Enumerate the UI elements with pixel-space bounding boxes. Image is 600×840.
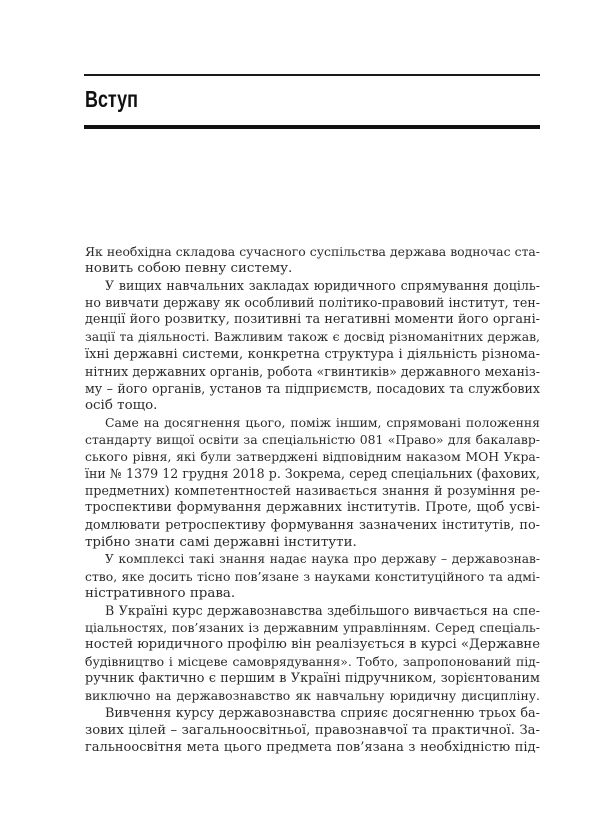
text-line: ство, яке досить тісно пов’язане з науками конституційного та адмі- [85,568,540,584]
body-text [85,243,540,756]
text-line: Вивчення курсу державознавства сприяє досягненню трьох ба- [105,705,540,721]
heading-bottom-rule [84,125,540,129]
text-line: му – його органів, установ та підприємств, посадових та службових [85,380,540,396]
paragraph [85,602,540,705]
text-line: виключно на державознавство як навчальну юридичну дисципліну. [85,688,540,704]
text-line: денції його розвитку, позитивні та негативні моменти його органі- [85,312,540,328]
text-line: осіб тощо. [85,397,158,413]
text-line: нітних державних органів, робота «гвинтиків» державного механіз- [85,363,540,379]
heading-top-rule [84,74,540,76]
paragraph [85,243,540,277]
paragraph [85,277,540,414]
text-line: Як необхідна складова сучасного суспільства держава водночас ста- [85,244,540,259]
text-line: ручник фактично є першим в Україні підручником, зорієнтованим [85,671,540,687]
chapter-heading: Вступ [85,86,138,112]
paragraph [85,705,540,756]
text-line: В Україні курс державознавства здебільшого вивчається на спе- [105,602,540,618]
text-line: У вищих навчальних закладах юридичного спрямування доціль- [105,278,540,294]
text-line: зації та діяльності. Важливим також є досвід різноманітних держав, [85,329,540,345]
text-line: ністративного права. [85,585,236,601]
text-line: зових цілей – загальноосвітньої, правознавчої та практичної. За- [85,722,540,738]
text-line: ціальностях, пов’язаних із державним управлінням. Серед спеціаль- [85,620,540,636]
text-line: гальноосвітня мета цього предмета пов’язана з необхідністю під- [85,739,540,755]
text-line: У комплексі такі знання надає наука про державу – державознав- [105,551,540,566]
text-line: ностей юридичного профілю він реалізується в курсі «Державне [85,637,541,653]
text-line: будівництво і місцеве самоврядування». Тобто, запропонований під- [85,654,540,670]
text-line: їхні державні системи, конкретна структура і діяльність різнома- [85,346,540,362]
paragraph [85,414,540,551]
text-line: Саме на досягнення цього, поміж іншим, спрямовані положення [105,414,540,430]
text-line: предметних) компетентностей називається знання й розуміння ре- [85,483,540,499]
paragraph [85,551,540,602]
text-line: но вивчати державу як особливий політико-правовий інститут, тен- [85,295,540,311]
text-line: троспективи формування державних інститутів. Проте, щоб усві- [85,500,540,516]
text-line: домлювати ретроспективу формування зазначених інститутів, по- [85,517,540,533]
text-line: їни № 1379 12 грудня 2018 р. Зокрема, серед спеціальних (фахових, [85,466,540,482]
text-line: новить собою певну систему. [85,261,293,277]
text-line: стандарту вищої освіти за спеціальністю 081 «Право» для бакалавр- [85,432,540,448]
text-line: ського рівня, які були затверджені відповідним наказом МОН Укра- [85,449,540,465]
text-line: трібно знати самі державні інститути. [85,534,357,550]
